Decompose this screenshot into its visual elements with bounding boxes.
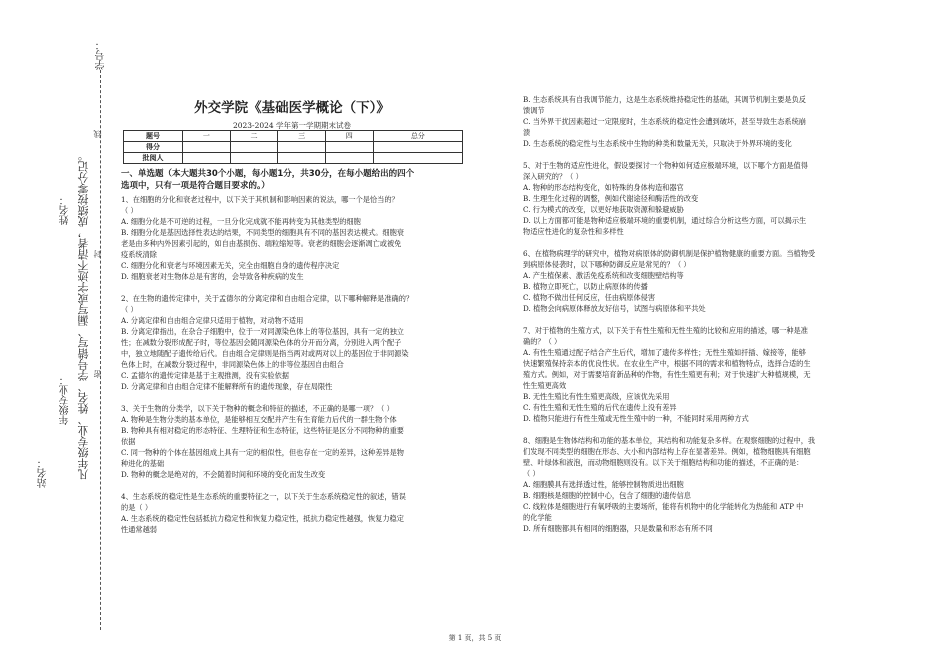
answer-option-line: 色体上时，在减数分裂过程中，非同源染色体上的非等位基因自由组合 [121, 360, 344, 369]
answer-option[interactable] [523, 413, 867, 424]
section-heading-line: 一、单选题（本大题共30个小题，每小题1分，共30分，在每小题给出的四个 [121, 169, 415, 179]
question-block [523, 325, 867, 435]
school-label: 站名： [38, 458, 49, 488]
question-block [121, 194, 463, 293]
score-cell[interactable] [183, 142, 231, 153]
answer-option[interactable] [523, 347, 867, 391]
answer-option-line: A. 生态系统的稳定性包括抵抗力稳定性和恢复力稳定性，抵抗力稳定性越强，恢复力稳定 [121, 514, 404, 523]
answer-option-line: A. 物种的形态结构变化，如特殊的身体构造和器官 [523, 183, 684, 192]
question-spacer [523, 149, 867, 160]
answer-option-line: B. 无性生殖比有性生殖更高级，应该优先采用 [523, 392, 670, 401]
question-block [121, 403, 463, 491]
answer-option[interactable] [121, 447, 463, 469]
left-column-questions [121, 194, 463, 535]
answer-option[interactable] [121, 216, 463, 227]
answer-option-line: A. 有性生殖通过配子结合产生后代，增加了遗传多样性；无性生殖如扦插、嫁接等，能够 [523, 348, 806, 357]
answer-option-line: B. 细胞分化是基因选择性表达的结果，不同类型的细胞具有不同的基因表达模式。细胞衰 [121, 228, 404, 237]
answer-option-line: A. 物种是生物分类的基本单位，是能够相互交配并产生有生育能力后代的一群生物个体 [121, 415, 397, 424]
answer-option[interactable] [523, 292, 867, 303]
answer-option[interactable] [523, 303, 867, 314]
answer-option-line: D. 以上方面都可能是物种适应极端环境的重要机制，通过综合分析这些方面，可以揭示生 [523, 216, 807, 225]
question-stem-line: （ ） [121, 206, 138, 215]
answer-option[interactable] [121, 469, 463, 480]
answer-option-line: C. 孟德尔的遗传定律是基于主观推测，没有实验依据 [121, 371, 289, 380]
answer-option[interactable] [523, 182, 867, 193]
grader-row [124, 153, 463, 164]
answer-option-line: 性生殖更高效 [523, 381, 567, 390]
score-cell[interactable] [373, 142, 462, 153]
answer-option-line: D. 分离定律和自由组合定律不能解释所有的遗传现象，存在局限性 [121, 382, 333, 391]
question-spacer [121, 480, 463, 491]
answer-option[interactable] [121, 326, 463, 370]
answer-option[interactable] [121, 414, 463, 425]
question-spacer [523, 314, 867, 325]
answer-option[interactable] [523, 215, 867, 237]
answer-option-line: C. 线粒体是细胞进行有氧呼吸的主要场所，能将有机物中的化学能转化为热能和 ATP 中 [523, 502, 804, 511]
answer-option[interactable] [523, 94, 867, 116]
answer-option-line: A. 细胞膜具有选择透过性，能够控制物质进出细胞 [523, 480, 684, 489]
question-stem-line: （ ） [523, 469, 540, 478]
answer-option[interactable] [121, 227, 463, 260]
question-stem-line: 确的？（ ） [523, 337, 562, 346]
answer-option-line: B. 物种具有相对稳定的形态特征、生理特征和生态特征，这些特征是区分不同物种的重要 [121, 426, 404, 435]
score-cell[interactable] [278, 142, 326, 153]
seal-line [100, 70, 101, 630]
answer-option-line: C. 细胞分化和衰老与环境因素无关，完全由细胞自身的遗传程序决定 [121, 261, 340, 270]
grader-cell[interactable] [230, 153, 278, 164]
question-stem-line: 们发现不同类型的细胞在形态、大小和内部结构上存在显著差异。例如，植物细胞具有细胞 [523, 447, 811, 456]
score-col-header: 三 [278, 131, 326, 142]
score-col-header: 四 [325, 131, 373, 142]
page-footer: 第 1 页，共 5 页 [448, 634, 502, 642]
answer-option-line: D. 生态系统的稳定性与生态系统中生物的种类和数量无关，只取决于外界环境的变化 [523, 139, 792, 148]
answer-option-line: B. 植物立即死亡，以防止病原体的传播 [523, 282, 648, 291]
answer-option-line: 快速繁殖保持亲本的优良性状。在农业生产中，根据不同的需求和植物特点，选择合适的生 [523, 359, 811, 368]
answer-option-line: C. 植物不做出任何反应，任由病原体侵害 [523, 293, 656, 302]
answer-option[interactable] [121, 260, 463, 271]
answer-option-line: 性；在减数分裂形成配子时，等位基因会随同源染色体的分开而分离，分别进入两个配子 [121, 338, 402, 347]
question-stem-line: 4、生态系统的稳定性是生态系统的重要特征之一，以下关于生态系统稳定性的叙述，错误 [121, 492, 406, 501]
grader-cell[interactable] [183, 153, 231, 164]
question-block [523, 160, 867, 248]
grader-cell[interactable] [373, 153, 462, 164]
question-stem-line: 5、对于生物的适应性进化，假设要探讨一个物种如何适应极端环境，以下哪个方面是值得 [523, 161, 808, 170]
answer-option-line: D. 植物会向病原体释放友好信号，试图与病原体和平共处 [523, 304, 706, 313]
answer-option-line: A. 分离定律和自由组合定律只适用于植物，对动物不适用 [121, 316, 304, 325]
question-stem-line: 7、对于植物的生殖方式，以下关于有性生殖和无性生殖的比较和应用的描述，哪一种是准 [523, 326, 808, 335]
answer-option-line: 疫系统清除 [121, 250, 157, 259]
seal-mark-3: 线 [93, 130, 102, 138]
question-stem-line: 6、在植物病理学的研究中，植物对病原体的防御机制是保护植物健康的重要方面。当植物受 [523, 249, 816, 258]
seal-mark-2: 封 [93, 250, 102, 258]
question-spacer [121, 392, 463, 403]
question-block [523, 435, 867, 534]
answer-option-line: D. 物种的概念是绝对的，不会随着时间和环境的变化而发生改变 [121, 470, 326, 479]
student-id-label: 学号： [96, 40, 107, 70]
score-col-header: 总分 [373, 131, 462, 142]
answer-option[interactable] [121, 513, 463, 535]
score-row [124, 142, 463, 153]
answer-option[interactable] [523, 270, 867, 281]
question-stem-line: 3、关于生物的分类学，以下关于物种的概念和特征的描述，不正确的是哪一项？（ ） [121, 404, 394, 413]
answer-option-line: D. 植物只能进行有性生殖或无性生殖中的一种，不能同时采用两种方式 [523, 414, 749, 423]
question-block [121, 293, 463, 403]
seal-mark-1: 密 [93, 370, 102, 378]
answer-option[interactable] [121, 381, 463, 392]
question-stem-line: 深入研究的？（ ） [523, 172, 583, 181]
answer-option[interactable] [121, 271, 463, 282]
answer-option-line: 性通常越弱 [121, 525, 157, 534]
answer-option-line: D. 细胞衰老对生物体总是有害的，会导致各种疾病的发生 [121, 272, 304, 281]
score-table [123, 130, 463, 164]
warning-text: 凡年级专业、姓名、学号错写、漏写或字迹不清者，成绩按零分记。 [77, 150, 90, 480]
answer-option[interactable] [523, 391, 867, 402]
section-heading [121, 168, 463, 192]
grader-cell[interactable] [278, 153, 326, 164]
answer-option[interactable] [523, 193, 867, 204]
answer-option-line: 依据 [121, 437, 136, 446]
answer-option[interactable] [523, 490, 867, 501]
answer-option-line: A. 细胞分化是不可逆的过程，一旦分化完成就不能再转变为其他类型的细胞 [121, 217, 361, 226]
answer-option[interactable] [523, 281, 867, 292]
answer-option[interactable] [523, 501, 867, 523]
question-stem-line: 8、细胞是生物体结构和功能的基本单位，其结构和功能复杂多样。在观察细胞的过程中，我 [523, 436, 816, 445]
class-label: 年级专业： [60, 375, 71, 425]
answer-option[interactable] [523, 204, 867, 215]
answer-option-line: 物适应性进化的复杂性和多样性 [523, 227, 624, 236]
answer-option-line: 殖方式。例如，对于需要培育新品种的作物，有性生殖更有利；对于快速扩大种植规模，无 [523, 370, 811, 379]
answer-option-line: A. 产生植保素、激活免疫系统和改变细胞壁结构等 [523, 271, 684, 280]
question-stem-line: 壁、叶绿体和液泡，而动物细胞则没有。以下关于细胞结构和功能的描述，不正确的是： [523, 458, 804, 467]
section-heading-line: 选项中，只有一项是符合题目要求的。） [121, 181, 270, 191]
question-stem-line: （ ） [121, 305, 138, 314]
answer-option[interactable] [523, 138, 867, 149]
answer-option[interactable] [523, 402, 867, 413]
answer-option-line: C. 当外界干扰因素超过一定限度时，生态系统的稳定性会遭到破坏，甚至导致生态系统崩 [523, 117, 806, 126]
answer-option-line: B. 细胞核是细胞的控制中心，包含了细胞的遗传信息 [523, 491, 691, 500]
answer-option-line: C. 有性生殖和无性生殖的后代在遗传上没有差异 [523, 403, 677, 412]
answer-option-line: 馈调节 [523, 106, 545, 115]
question-block [121, 491, 463, 535]
answer-option[interactable] [523, 479, 867, 490]
answer-option[interactable] [121, 425, 463, 447]
grader-row-label: 批阅人 [124, 153, 183, 164]
exam-title: 外交学院《基础医学概论（下）》 [194, 100, 390, 116]
question-spacer [523, 424, 867, 435]
answer-option-line: 溃 [523, 128, 531, 137]
answer-option[interactable] [523, 523, 867, 534]
answer-option-line: 种进化的基础 [121, 459, 165, 468]
answer-option-line: C. 同一物种的个体在基因组成上具有一定的相似性，但也存在一定的差异，这种差异是物 [121, 448, 404, 457]
answer-option[interactable] [121, 370, 463, 381]
answer-option-line: C. 行为模式的改变，以更好地获取资源和躲避威胁 [523, 205, 684, 214]
answer-option-line: 中，独立地随配子遗传给后代。自由组合定律则是指当两对或两对以上的基因位于非同源染 [121, 349, 409, 358]
score-col-header: 题号 [124, 131, 183, 142]
score-col-header: 二 [230, 131, 278, 142]
score-cell[interactable] [325, 142, 373, 153]
answer-option[interactable] [523, 116, 867, 138]
answer-option-line: 老是由多种内外因素引起的，如自由基损伤、端粒缩短等。衰老的细胞会逐渐凋亡或被免 [121, 239, 402, 248]
right-column-questions [523, 94, 867, 534]
name-label: 姓名： [60, 195, 71, 225]
question-block [523, 248, 867, 325]
answer-option-line: B. 生态系统具有自我调节能力，这是生态系统维持稳定性的基础，其调节机制主要是负反 [523, 95, 806, 104]
question-spacer [523, 237, 867, 248]
grader-cell[interactable] [325, 153, 373, 164]
score-table-header-row [124, 131, 463, 142]
question-stem-line: 到病原体侵袭时，以下哪种防御反应是常见的？（ ） [523, 260, 691, 269]
answer-option-line: B. 分离定律指出，在杂合子细胞中，位于一对同源染色体上的等位基因，具有一定的独立 [121, 327, 404, 336]
answer-option-line: D. 所有细胞都具有相同的细胞器，只是数量和形态有所不同 [523, 524, 713, 533]
score-row-label: 得分 [124, 142, 183, 153]
question-spacer [121, 282, 463, 293]
question-stem-line: 1、在细胞的分化和衰老过程中，以下关于其机制和影响因素的说法，哪一个是恰当的？ [121, 195, 399, 204]
score-col-header: 一 [183, 131, 231, 142]
question-block [523, 94, 867, 160]
exam-subtitle: 2023-2024 学年第一学期期末试卷 [232, 121, 352, 130]
question-stem-line: 的是（ ） [121, 503, 153, 512]
score-cell[interactable] [230, 142, 278, 153]
question-stem-line: 2、在生物的遗传定律中，关于孟德尔的分离定律和自由组合定律，以下哪种解释是准确的？ [121, 294, 414, 303]
answer-option-line: 的化学能 [523, 513, 552, 522]
binding-margin [30, 40, 120, 640]
answer-option-line: B. 生理生化过程的调整，例如代谢途径和酶活性的改变 [523, 194, 699, 203]
answer-option[interactable] [121, 315, 463, 326]
